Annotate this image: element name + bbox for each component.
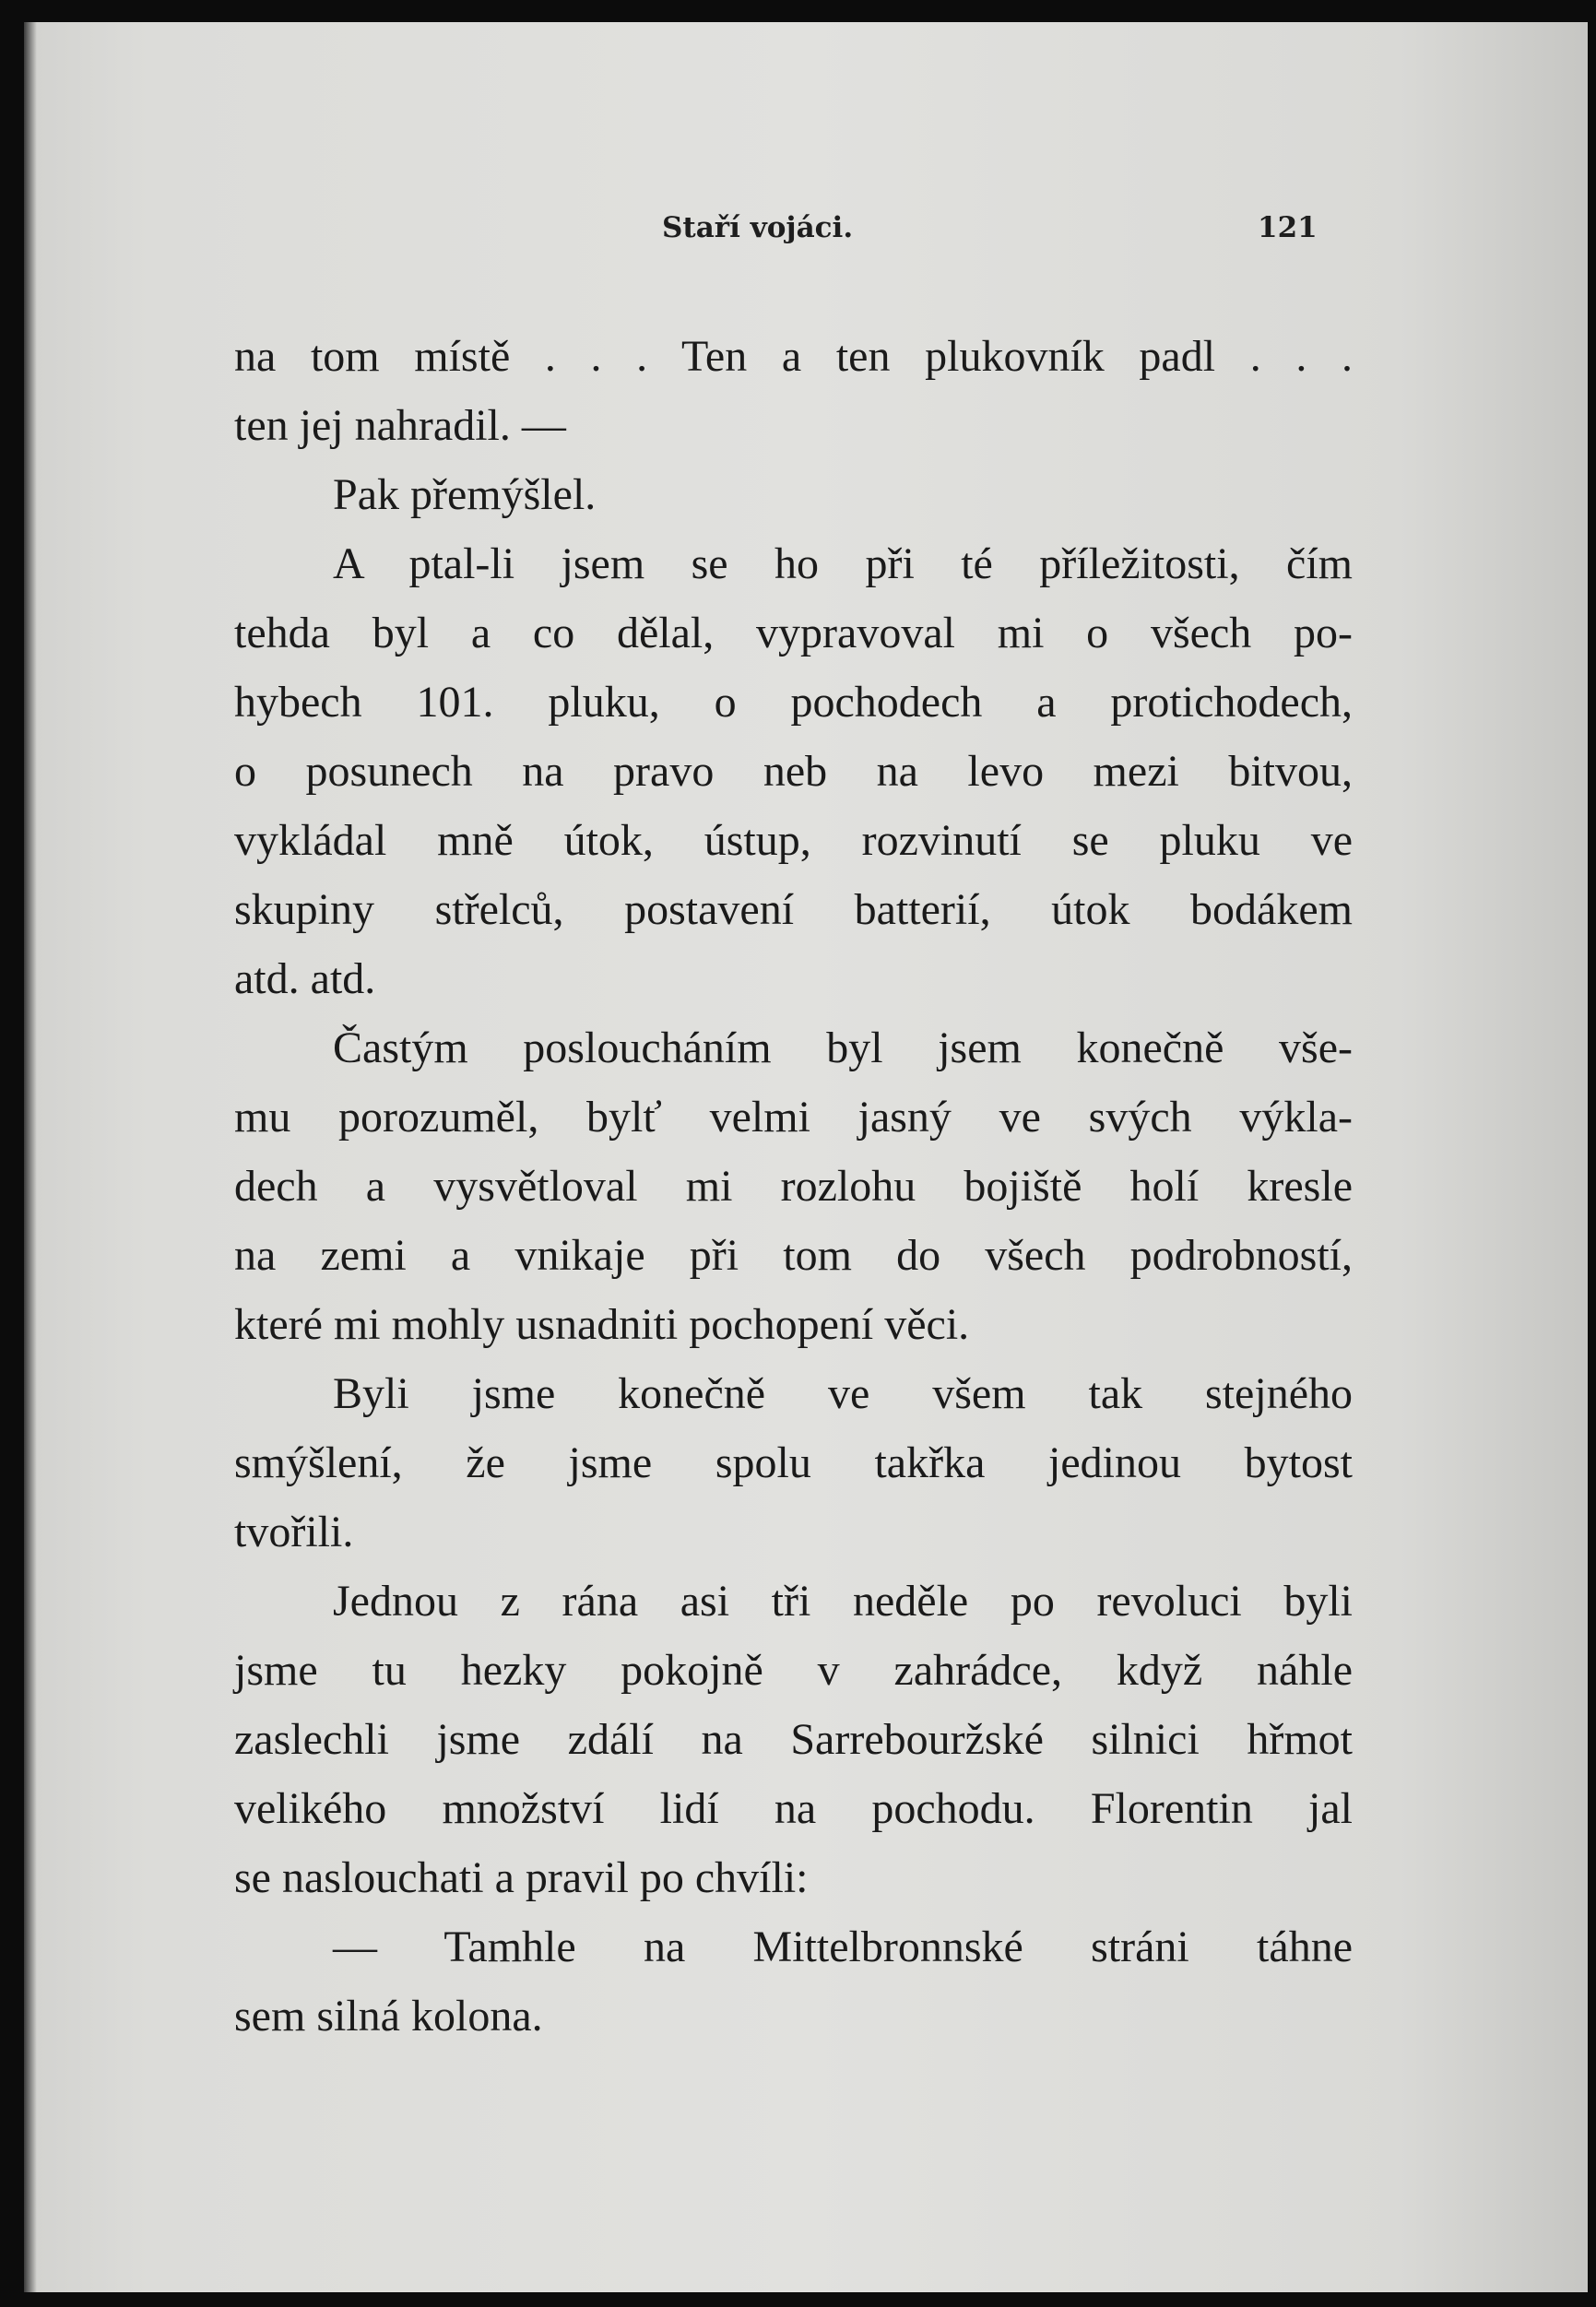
text-line: vykládal mně útok, ústup, rozvinutí se pluku ve: [234, 816, 1353, 865]
body-text: [234, 322, 1353, 2051]
text-line: na tom místě . . . Ten a ten plukovník padl . . .: [234, 332, 1353, 381]
page-edge-shadow: [24, 22, 37, 2292]
text-line: Častým posloucháním byl jsem konečně vše-: [333, 1023, 1353, 1072]
text-line: Jednou z rána asi tři neděle po revoluci byli: [333, 1577, 1353, 1626]
book-page: [24, 22, 1588, 2292]
text-line: mu porozuměl, bylť velmi jasný ve svých výkla-: [234, 1093, 1353, 1142]
text-line: které mi mohly usnadniti pochopení věci.: [234, 1300, 970, 1349]
text-line: smýšlení, že jsme spolu takřka jedinou bytost: [234, 1438, 1353, 1487]
text-line: se naslouchati a pravil po chvíli:: [234, 1853, 809, 1902]
text-line: tehda byl a co dělal, vypravoval mi o všech po-: [234, 609, 1353, 657]
text-line: ten jej nahradil. —: [234, 401, 566, 450]
text-line: A ptal-li jsem se ho při té příležitosti, čím: [333, 539, 1353, 588]
text-line: atd. atd.: [234, 954, 376, 1003]
text-line: hybech 101. pluku, o pochodech a protichodech,: [234, 678, 1353, 727]
running-title: Staří vojáci.: [662, 211, 854, 244]
text-line: skupiny střelců, postavení batterií, útok bodákem: [234, 885, 1353, 934]
text-line: tvořili.: [234, 1508, 354, 1556]
text-line: — Tamhle na Mittelbronnské stráni táhne: [333, 1922, 1353, 1971]
page-number: 121: [1258, 211, 1318, 244]
text-line: dech a vysvětloval mi rozlohu bojiště holí kresle: [234, 1162, 1353, 1211]
text-line: na zemi a vnikaje při tom do všech podrobností,: [234, 1231, 1353, 1280]
text-line: o posunech na pravo neb na levo mezi bitvou,: [234, 747, 1353, 796]
text-line: velikého množství lidí na pochodu. Florentin jal: [234, 1784, 1353, 1833]
text-line: sem silná kolona.: [234, 1992, 543, 2041]
text-line: Pak přemýšlel.: [333, 470, 597, 519]
text-line: jsme tu hezky pokojně v zahrádce, když náhle: [234, 1646, 1353, 1695]
text-line: Byli jsme konečně ve všem tak stejného: [333, 1369, 1353, 1418]
text-line: zaslechli jsme zdálí na Sarrebouržské silnici hřmot: [234, 1715, 1353, 1764]
page-header: [24, 211, 1588, 257]
